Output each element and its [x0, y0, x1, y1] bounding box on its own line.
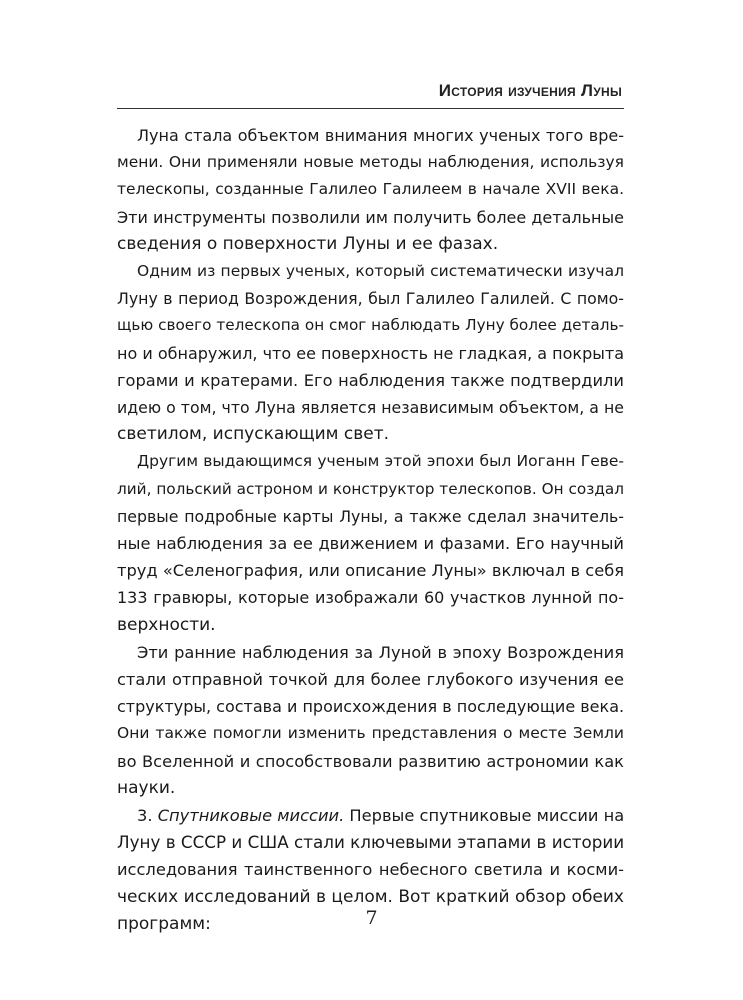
text-line: Другим выдающимся ученым этой эпохи был Иоганн Геве- — [137, 452, 624, 471]
text-line: программ: — [117, 913, 211, 934]
section-first-line-rest: Первые спутниковые миссии на — [349, 806, 625, 826]
paragraph-2 — [117, 258, 624, 448]
paragraph-4 — [117, 639, 624, 802]
text-line: исследования таинственного небесного светила и косми- — [117, 860, 624, 880]
text-line: верхности. — [117, 614, 216, 635]
text-line: сведения о поверхности Луны и ее фазах. — [117, 233, 499, 254]
text-line: идею о том, что Луна является независимым объектом, а не — [117, 398, 624, 418]
body-text — [117, 122, 624, 938]
text-line: горами и кратерами. Его наблюдения также подтвердили — [117, 370, 624, 390]
text-line: Луна стала объектом внимания многих ученых того вре- — [137, 126, 624, 145]
running-title: История изучения Луны — [438, 81, 622, 100]
text-line: структуры, состава и происхождения в последующие века. — [117, 697, 625, 717]
text-line: Луну в период Возрождения, был Галилео Галилей. С помо- — [117, 289, 624, 309]
text-line: лий, польский астроном и конструктор телескопов. Он создал — [117, 479, 624, 498]
section-heading: Спутниковые миссии. — [157, 806, 345, 826]
text-line: стали отправной точкой для более глубокого изучения ее — [117, 670, 624, 690]
text-line: Эти ранние наблюдения за Луной в эпоху Возрождения — [137, 642, 624, 662]
text-line: Эти инструменты позволили им получить более детальные — [117, 207, 624, 227]
text-line: первые подробные карты Луны, а также сделал значитель- — [117, 506, 624, 526]
text-line: во Вселенной и способствовали развитию астрономии как — [117, 751, 624, 771]
text-line: но и обнаружил, что ее поверхность не гладкая, а покрыта — [117, 343, 624, 363]
page-number: 7 — [365, 907, 378, 929]
text-line: светилом, испускающим свет. — [117, 424, 390, 445]
text-line: труд «Селенография, или описание Луны» включал в себя — [117, 561, 624, 581]
text-line: щью своего телескопа он смог наблюдать Луну более деталь- — [117, 316, 624, 335]
text-line: Одним из первых ученых, который систематически изучал — [137, 262, 624, 281]
text-line: ческих исследований в целом. Вот краткий обзор обеих — [117, 886, 624, 907]
text-line: Они также помогли изменить представления о месте Земли — [117, 724, 624, 743]
text-line: 133 гравюры, которые изображали 60 участков лунной по- — [117, 588, 624, 608]
paragraph-1 — [117, 122, 624, 258]
header-rule — [117, 108, 624, 109]
text-line: мени. Они применяли новые методы наблюдения, используя — [117, 153, 624, 172]
text-line — [117, 802, 624, 829]
section-number: 3. — [137, 806, 153, 826]
text-line: науки. — [117, 777, 176, 798]
text-line: Луну в СССР и США стали ключевыми этапами в истории — [117, 832, 625, 853]
paragraph-3 — [117, 448, 624, 638]
text-line: телескопы, созданные Галилео Галилеем в начале XVII века. — [117, 180, 624, 199]
text-line: ные наблюдения за ее движением и фазами. Его научный — [117, 534, 624, 554]
